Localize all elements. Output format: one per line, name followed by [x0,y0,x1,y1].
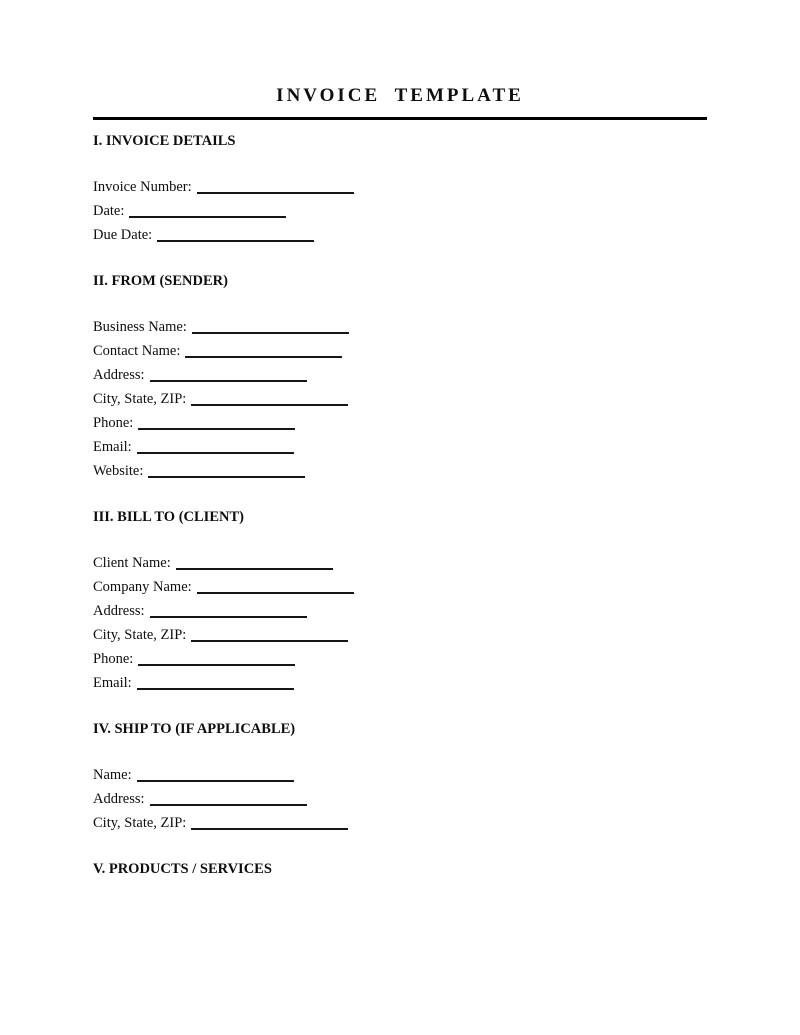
field-label: Business Name: [93,319,187,335]
blank-line [192,332,349,334]
blank-line [197,592,354,594]
blank-line [129,216,286,218]
field-row-website [93,459,707,483]
field-label: Client Name: [93,555,171,571]
field-row-phone [93,411,707,435]
field-label: Address: [93,603,145,619]
field-row-invoice-number [93,175,707,199]
section-heading-from-sender: II. FROM (SENDER) [93,273,228,289]
field-row-city-state-zip [93,387,707,411]
blank-line [191,828,348,830]
field-rows [93,175,707,247]
section-heading-products-services: V. PRODUCTS / SERVICES [93,861,272,877]
blank-line [191,640,348,642]
field-row-phone [93,647,707,671]
field-label: Website: [93,463,144,479]
blank-line [150,804,307,806]
field-row-address [93,363,707,387]
field-row-address [93,787,707,811]
blank-line [197,192,354,194]
section-invoice-details [93,129,707,247]
blank-line [138,664,295,666]
field-rows [93,763,707,835]
field-row-city-state-zip [93,623,707,647]
field-row-email [93,671,707,695]
blank-line [150,616,307,618]
document-title: INVOICE TEMPLATE [276,85,524,106]
field-label: City, State, ZIP: [93,627,187,643]
field-label: Email: [93,439,132,455]
field-row-contact-name [93,339,707,363]
field-label: Contact Name: [93,343,181,359]
field-label: Phone: [93,415,134,431]
field-row-name [93,763,707,787]
blank-line [137,780,294,782]
field-rows [93,551,707,695]
field-row-business-name [93,315,707,339]
field-row-address [93,599,707,623]
field-label: Due Date: [93,227,153,243]
section-from-sender [93,269,707,483]
field-row-email [93,435,707,459]
field-label: Email: [93,675,132,691]
blank-line [150,380,307,382]
field-label: Invoice Number: [93,179,192,195]
field-row-city-state-zip [93,811,707,835]
field-label: Address: [93,367,145,383]
section-products-services [93,857,707,881]
field-row-date [93,199,707,223]
blank-line [185,356,342,358]
field-label: Date: [93,203,125,219]
section-ship-to [93,717,707,835]
field-rows [93,315,707,483]
field-row-due-date [93,223,707,247]
blank-line [191,404,348,406]
field-label: City, State, ZIP: [93,815,187,831]
section-bill-to-client [93,505,707,695]
field-label: City, State, ZIP: [93,391,187,407]
field-label: Name: [93,767,132,783]
blank-line [157,240,314,242]
section-heading-bill-to-client: III. BILL TO (CLIENT) [93,509,244,525]
blank-line [137,452,294,454]
field-label: Company Name: [93,579,192,595]
blank-line [137,688,294,690]
field-row-client-name [93,551,707,575]
blank-line [138,428,295,430]
blank-line [148,476,305,478]
section-heading-ship-to: IV. SHIP TO (IF APPLICABLE) [93,721,296,737]
blank-line [176,568,333,570]
title-rule [93,117,707,120]
field-label: Phone: [93,651,134,667]
section-heading-invoice-details: I. INVOICE DETAILS [93,133,236,149]
field-row-company-name [93,575,707,599]
field-label: Address: [93,791,145,807]
